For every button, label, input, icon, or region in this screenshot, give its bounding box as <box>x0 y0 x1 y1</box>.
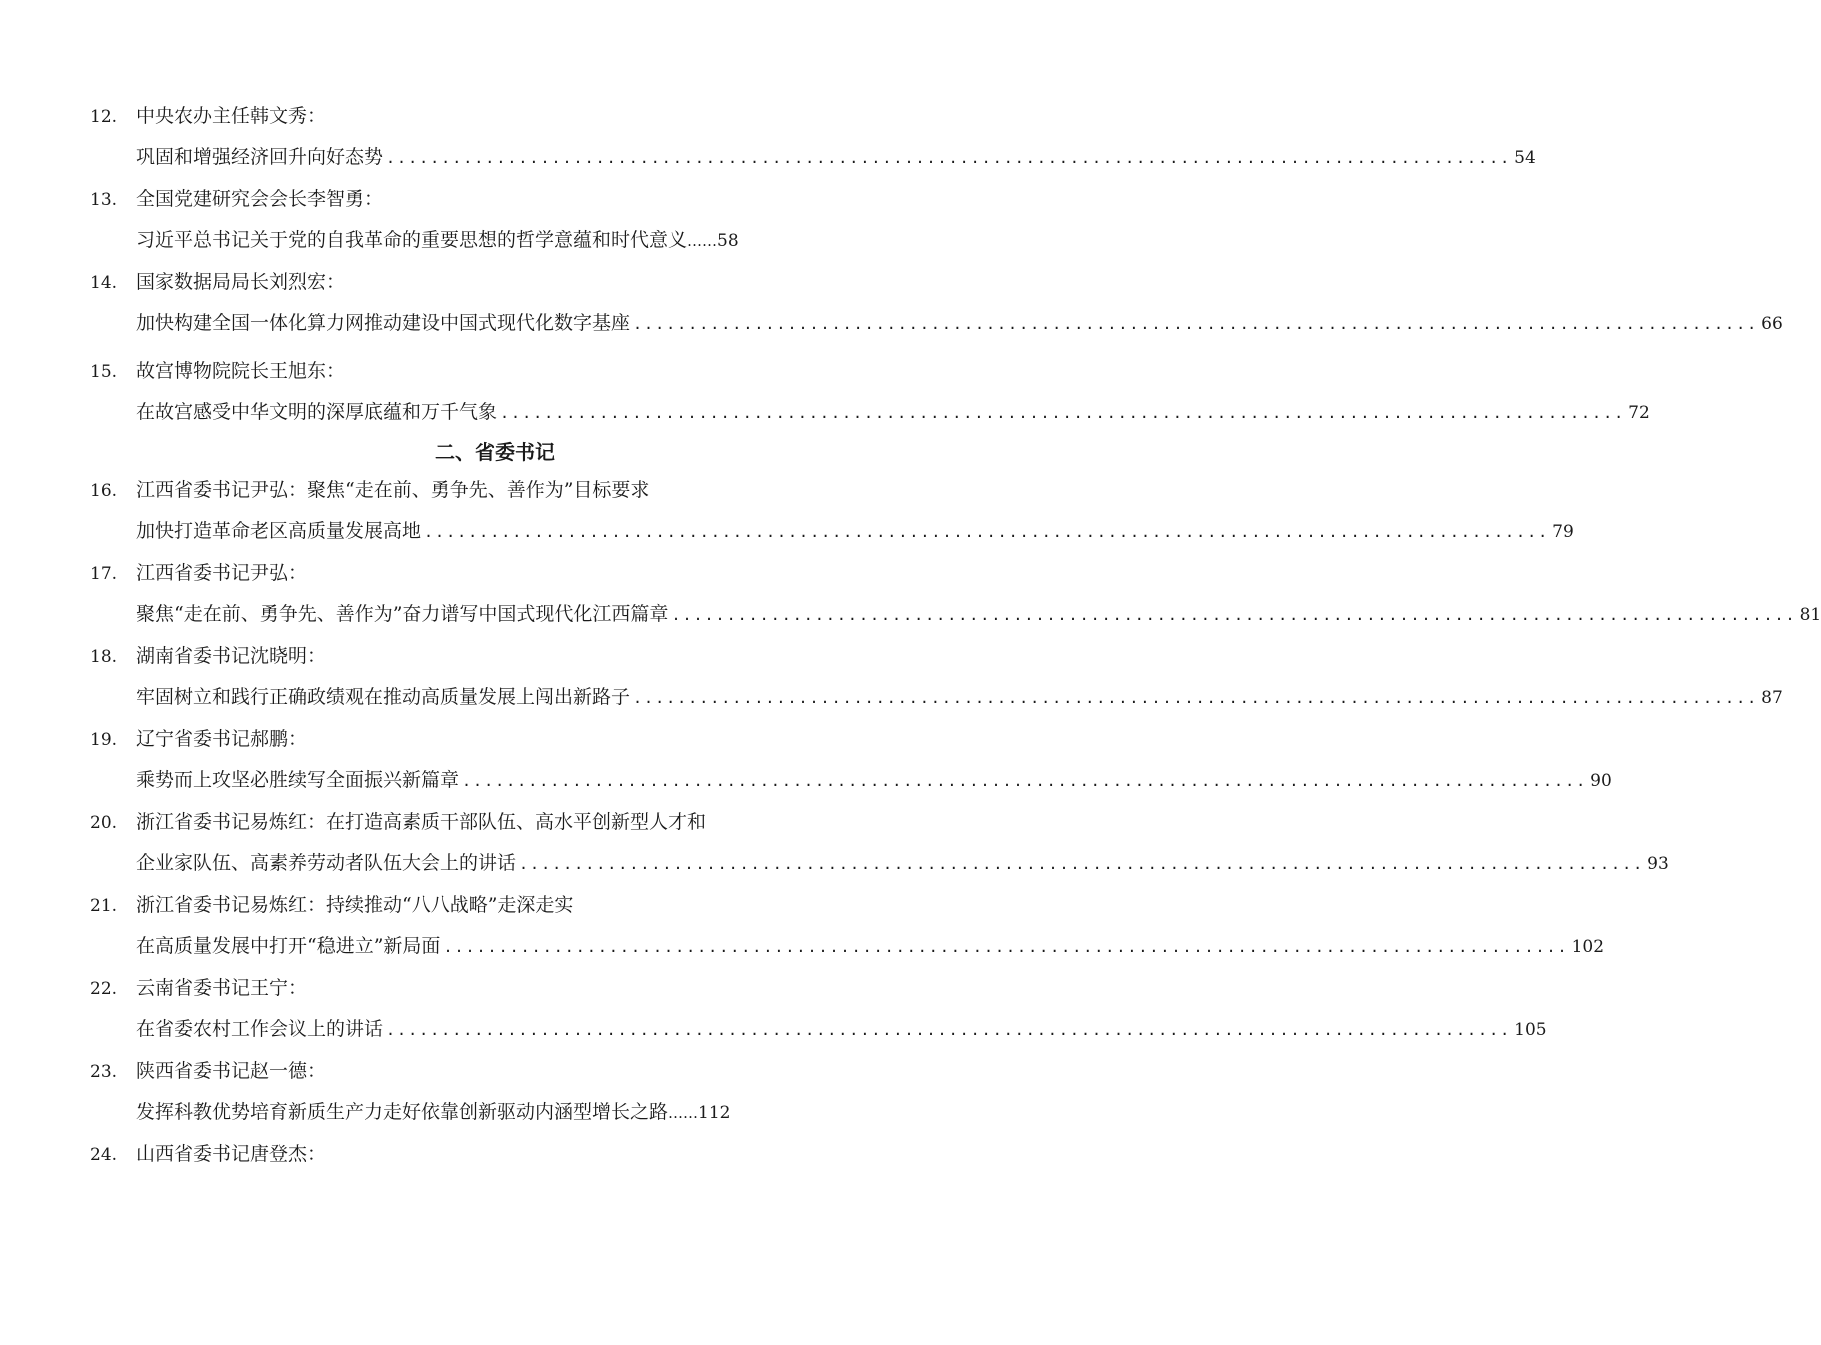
toc-entry-24[interactable] <box>90 1134 860 1174</box>
toc-entry-title: 在故宫感受中华文明的深厚底蕴和万千气象 <box>136 401 498 423</box>
toc-entry-15[interactable] <box>90 351 1650 434</box>
toc-entry-number: 14. <box>90 273 118 293</box>
toc-entry-title: 牢固树立和践行正确政绩观在推动高质量发展上闯出新路子 <box>136 686 631 708</box>
dot-leader: ...................................................................................................... <box>424 523 1550 541</box>
toc-entry-page-number: 90 <box>1590 771 1612 791</box>
toc-entry-page-number: 87 <box>1761 688 1783 708</box>
toc-entry-author: 云南省委书记王宁： <box>136 977 308 999</box>
dot-leader: ...................................................................................................... <box>519 855 1645 873</box>
toc-entry-number: 13. <box>90 190 118 210</box>
toc-entry-page-number: 54 <box>1514 148 1536 168</box>
toc-entry-title: 习近平总书记关于党的自我革命的重要思想的哲学意蕴和时代意义 <box>136 229 688 251</box>
toc-entry-number: 24. <box>90 1145 118 1165</box>
toc-entry-title: 在高质量发展中打开“稳进立”新局面 <box>136 935 441 957</box>
toc-entry-heading <box>90 1134 860 1174</box>
toc-entry-heading <box>90 719 860 759</box>
toc-entry-22[interactable] <box>90 968 1547 1051</box>
toc-entry-19[interactable] <box>90 719 1612 802</box>
toc-entry-heading <box>90 802 860 842</box>
dot-leader: ...................................................................................................... <box>633 315 1759 333</box>
toc-entry-title-line <box>90 842 1669 885</box>
toc-entry-number: 17. <box>90 564 118 584</box>
toc-entry-title: 加快打造革命老区高质量发展高地 <box>136 520 422 542</box>
toc-entry-18[interactable] <box>90 636 1783 719</box>
ellipsis-leader: …… <box>687 232 718 250</box>
toc-entry-author: 江西省委书记尹弘：聚焦“走在前、勇争先、善作为”目标要求 <box>136 479 650 501</box>
toc-entry-page-number: 102 <box>1571 937 1605 957</box>
toc-entry-number: 18. <box>90 647 118 667</box>
toc-entry-author: 国家数据局局长刘烈宏： <box>136 271 346 293</box>
table-of-contents <box>90 96 1821 1174</box>
toc-entry-page-number: 93 <box>1647 854 1669 874</box>
toc-entry-title: 在省委农村工作会议上的讲话 <box>136 1018 384 1040</box>
toc-entry-title: 乘势而上攻坚必胜续写全面振兴新篇章 <box>136 769 460 791</box>
toc-entry-17[interactable] <box>90 553 1821 636</box>
toc-entry-heading <box>90 968 860 1008</box>
toc-entry-author: 浙江省委书记易炼红：持续推动“八八战略”走深走实 <box>136 894 574 916</box>
toc-entry-title-line <box>90 510 1574 553</box>
dot-leader: ...................................................................................................... <box>500 404 1626 422</box>
toc-entry-title-line <box>90 219 860 262</box>
toc-entry-20[interactable] <box>90 802 1669 885</box>
toc-entry-page-number: 66 <box>1761 314 1783 334</box>
toc-entry-number: 21. <box>90 896 118 916</box>
toc-entry-page-number: 79 <box>1552 522 1574 542</box>
toc-entry-heading <box>90 96 860 136</box>
toc-entry-title: 加快构建全国一体化算力网推动建设中国式现代化数字基座 <box>136 312 631 334</box>
toc-entry-title-line <box>90 676 1783 719</box>
toc-entry-21[interactable] <box>90 885 1605 968</box>
toc-entry-number: 20. <box>90 813 118 833</box>
toc-entry-page-number: 72 <box>1628 403 1650 423</box>
dot-leader: ...................................................................................................... <box>386 1021 1512 1039</box>
toc-entry-author: 浙江省委书记易炼红：在打造高素质干部队伍、高水平创新型人才和 <box>136 811 707 833</box>
toc-entry-title: 发挥科教优势培育新质生产力走好依靠创新驱动内涵型增长之路 <box>136 1101 669 1123</box>
toc-entry-title-line <box>90 136 1536 179</box>
toc-entry-number: 19. <box>90 730 118 750</box>
toc-entry-12[interactable] <box>90 96 1536 179</box>
toc-entry-13[interactable] <box>90 179 860 262</box>
toc-entry-author: 全国党建研究会会长李智勇： <box>136 188 384 210</box>
section-title: 二、省委书记 <box>435 440 555 464</box>
toc-entry-title-line <box>90 925 1605 968</box>
toc-entry-title-line <box>90 759 1612 802</box>
dot-leader: ...................................................................................................... <box>671 606 1797 624</box>
toc-entry-title: 企业家队伍、高素养劳动者队伍大会上的讲话 <box>136 852 517 874</box>
toc-entry-author: 湖南省委书记沈晓明： <box>136 645 327 667</box>
toc-entry-heading <box>90 885 860 925</box>
toc-entry-number: 22. <box>90 979 118 999</box>
toc-entry-page-number: 105 <box>1514 1020 1547 1040</box>
toc-entry-23[interactable] <box>90 1051 860 1134</box>
toc-entry-number: 15. <box>90 362 118 382</box>
toc-entry-title-line <box>90 1091 860 1134</box>
toc-entry-16[interactable] <box>90 470 1574 553</box>
toc-entry-title-line <box>90 593 1821 636</box>
toc-entry-heading <box>90 636 860 676</box>
toc-entry-number: 12. <box>90 107 118 127</box>
dot-leader: ...................................................................................................... <box>633 689 1759 707</box>
toc-entry-heading <box>90 553 860 593</box>
toc-entry-title-line <box>90 302 1783 345</box>
toc-entry-page-number: 81 <box>1799 605 1821 625</box>
toc-entry-author: 陕西省委书记赵一德： <box>136 1060 327 1082</box>
toc-entry-page-number: 112 <box>698 1103 731 1123</box>
toc-entry-heading <box>90 351 860 391</box>
toc-entry-author: 山西省委书记唐登杰： <box>136 1143 327 1165</box>
dot-leader: ...................................................................................................... <box>462 772 1588 790</box>
toc-entry-heading <box>90 262 860 302</box>
toc-entry-title-line <box>90 391 1650 434</box>
toc-entry-author: 中央农办主任韩文秀： <box>136 105 327 127</box>
toc-entry-title: 巩固和增强经济回升向好态势 <box>136 146 384 168</box>
dot-leader: ...................................................................................................... <box>443 938 1569 956</box>
toc-entry-author: 江西省委书记尹弘： <box>136 562 308 584</box>
toc-entry-title: 聚焦“走在前、勇争先、善作为”奋力谱写中国式现代化江西篇章 <box>136 603 669 625</box>
toc-entry-heading <box>90 470 860 510</box>
toc-entry-14[interactable] <box>90 262 1783 345</box>
ellipsis-leader: …… <box>668 1104 699 1122</box>
dot-leader: ...................................................................................................... <box>386 149 1512 167</box>
toc-entry-heading <box>90 179 860 219</box>
toc-entry-author: 辽宁省委书记郝鹏： <box>136 728 308 750</box>
toc-entry-author: 故宫博物院院长王旭东： <box>136 360 346 382</box>
toc-entry-number: 16. <box>90 481 118 501</box>
toc-entry-page-number: 58 <box>717 231 739 251</box>
toc-entry-number: 23. <box>90 1062 118 1082</box>
toc-entry-heading <box>90 1051 860 1091</box>
toc-entry-title-line <box>90 1008 1547 1051</box>
